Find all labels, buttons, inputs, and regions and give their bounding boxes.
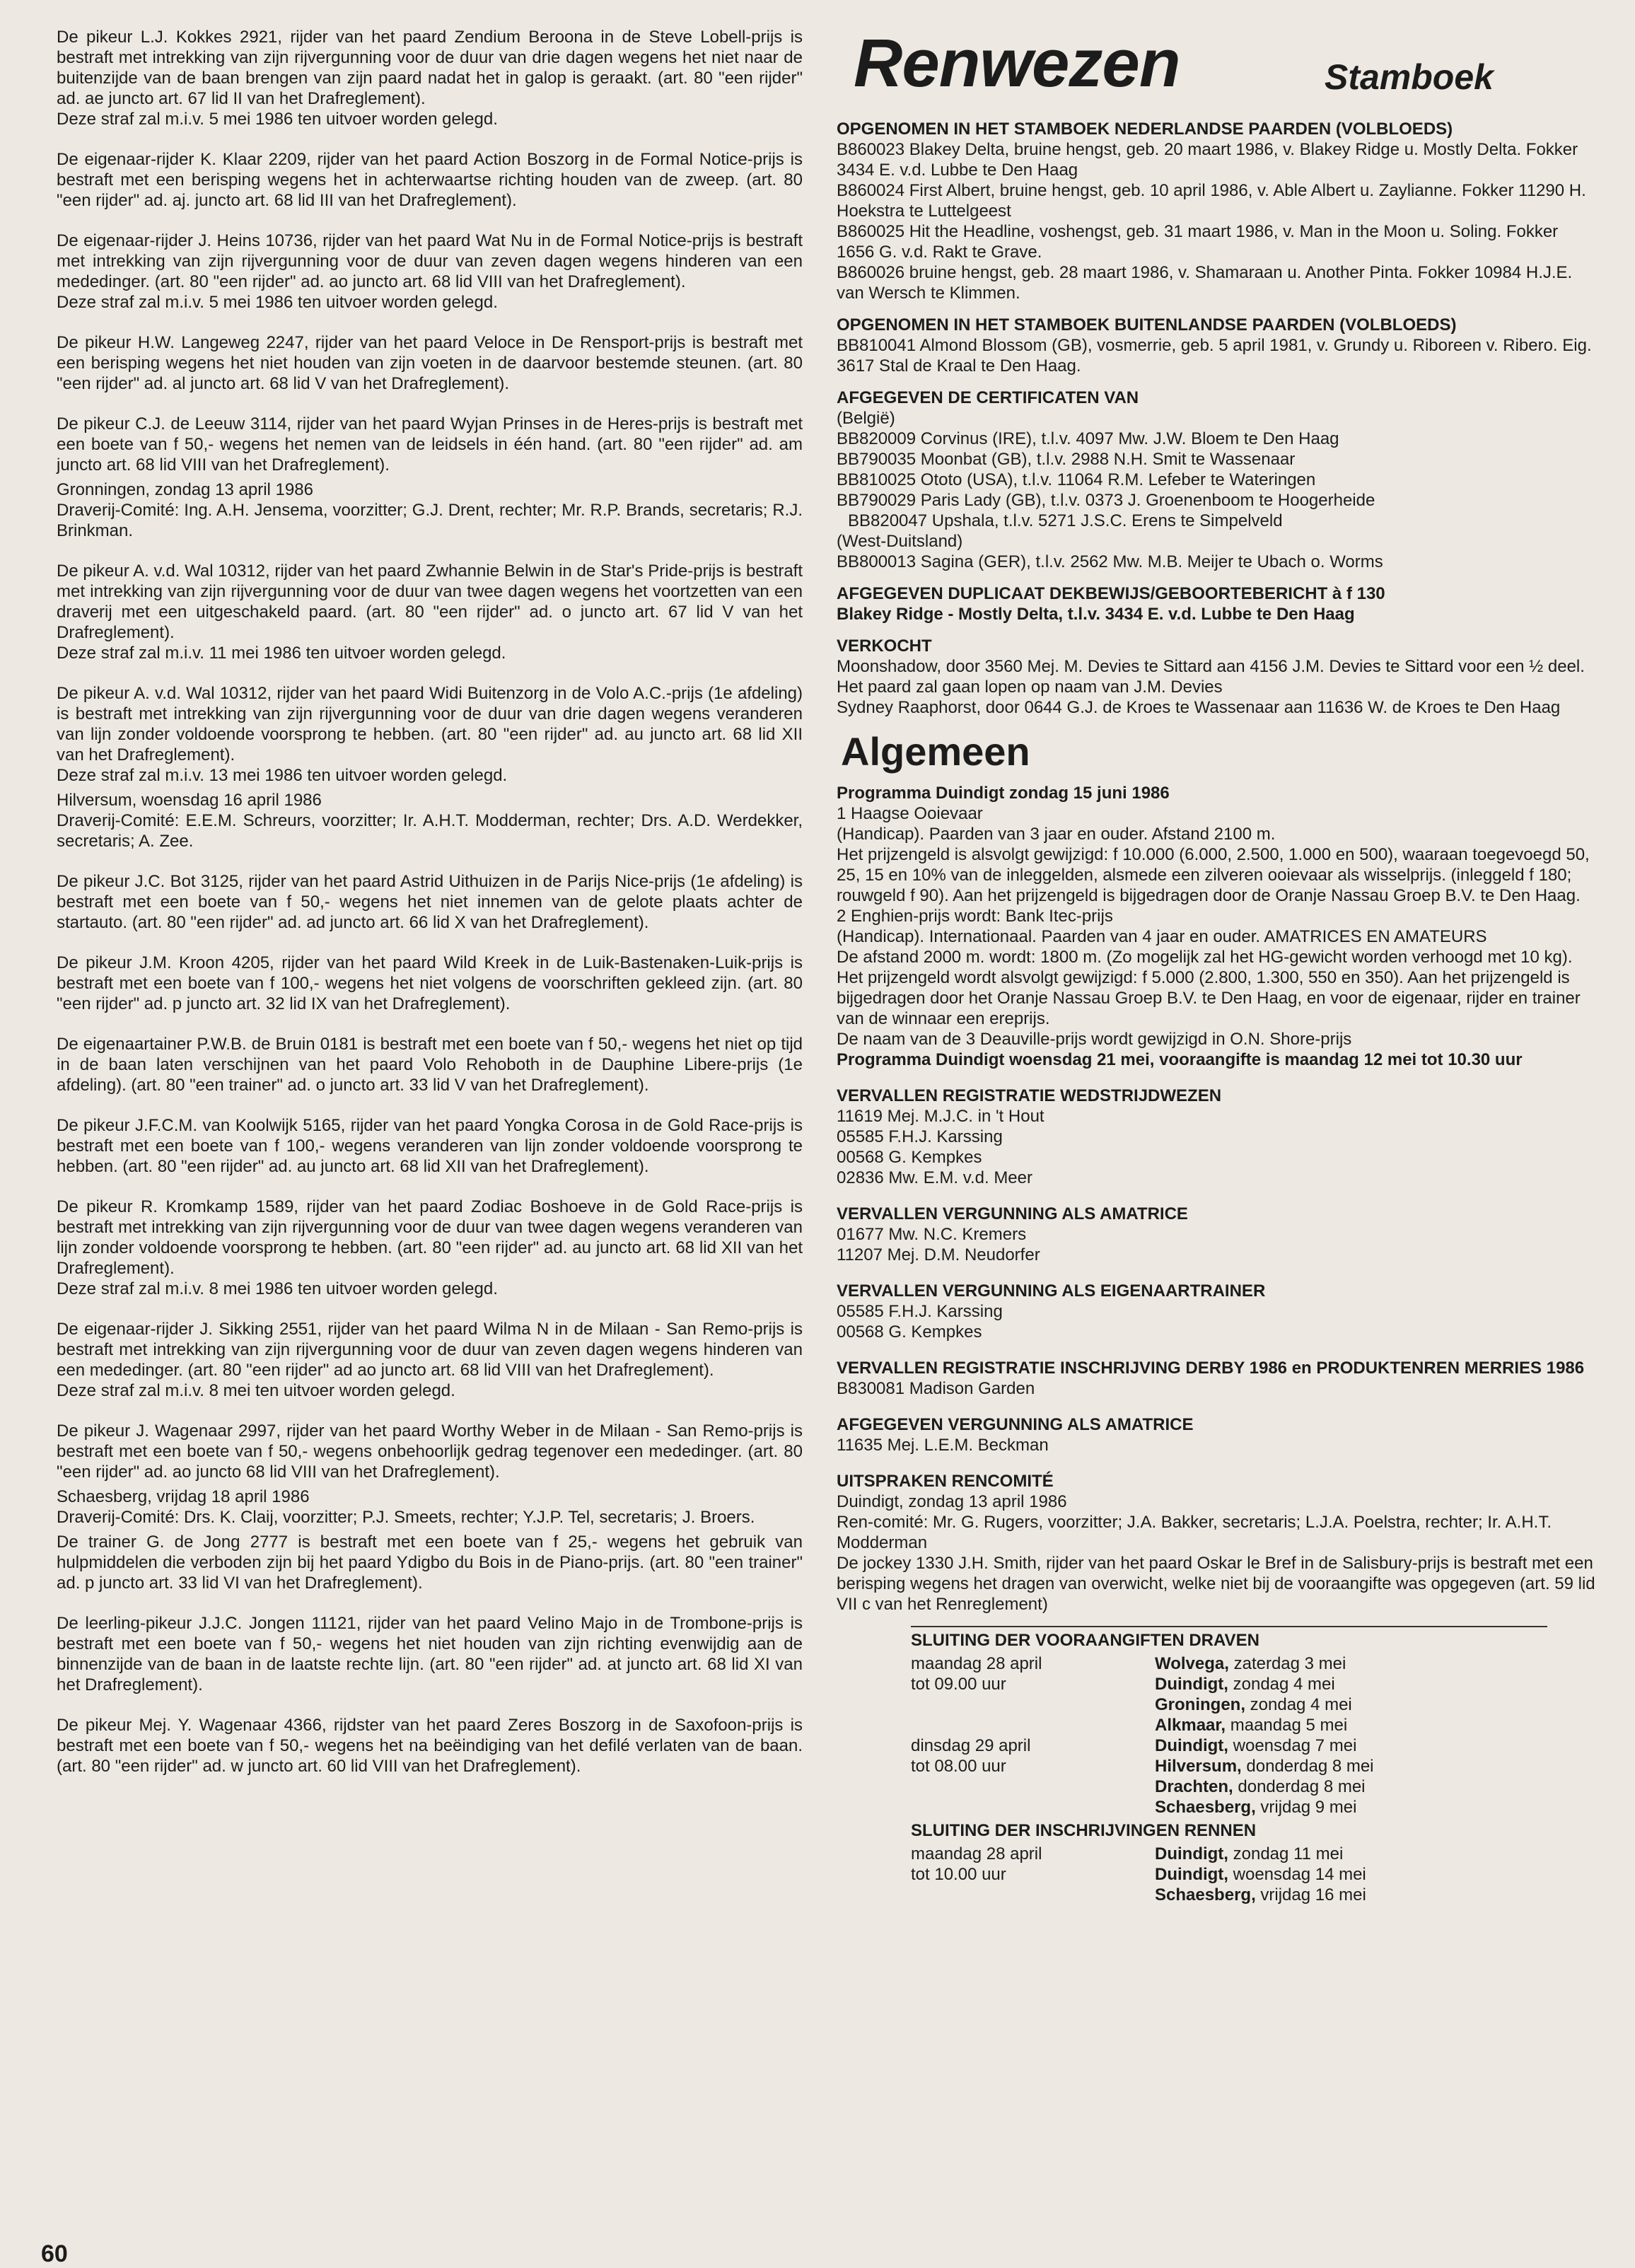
section-line: 01677 Mw. N.C. Kremers	[837, 1225, 1027, 1244]
left-paragraph: De pikeur Mej. Y. Wagenaar 4366, rijdster van het paard Zeres Boszorg in de Saxofoon-prijs is bestraft met een boete van f 50,- wegens het na beëindiging van het defilé verlaten van de baan. (art. 80 "een rijder" ad. w juncto art. 60 lid VIII van het Drafreglement).	[57, 1716, 803, 1776]
sluiting-deadline	[911, 1844, 1155, 1905]
algemeen-sections	[837, 1086, 1597, 1615]
left-paragraph: De eigenaar-rijder J. Heins 10736, rijder van het paard Wat Nu in de Formal Notice-prijs is bestraft met intrekking van zijn rijvergunning voor de duur van zeven dagen wegens hinderen van een mededinger. (art. 80 "een rijder" ad. ao juncto art. 68 lid VIII van het Drafreglement). Deze straf zal m.i.v. 5 mei 1986 ten uitvoer worden gelegd.	[57, 231, 803, 312]
left-paragraph: Gronningen, zondag 13 april 1986 Draverij-Comité: Ing. A.H. Jensema, voorzitter; G.J. Drent, rechter; Mr. R.P. Brands, secretaris; R.J. Brinkman.	[57, 480, 803, 540]
program-line: De afstand 2000 m. wordt: 1800 m. (Zo mogelijk zal het HG-gewicht worden verhoogd met 10 kg).	[837, 948, 1573, 967]
left-paragraph: De pikeur A. v.d. Wal 10312, rijder van het paard Zwhannie Belwin in de Star's Pride-prijs is bestraft met intrekking van zijn rijvergunning voor de duur van twee dagen wegens het voortzetten van een draverij met een uitgeschakeld paard. (art. 80 "een rijder" ad. o juncto art. 67 lid V van het Drafreglement). Deze straf zal m.i.v. 11 mei 1986 ten uitvoer worden gelegd.	[57, 562, 803, 663]
section-line: 11619 Mej. M.J.C. in 't Hout	[837, 1107, 1045, 1126]
sluiting-rennen	[911, 1844, 1547, 1905]
entry-date: woensdag 7 mei	[1228, 1736, 1357, 1755]
section-line: 00568 G. Kempkes	[837, 1148, 982, 1167]
algemeen-section	[837, 1414, 1597, 1455]
sluiting-group	[911, 1844, 1547, 1905]
section-heading: VERVALLEN REGISTRATIE WEDSTRIJDWEZEN	[837, 1086, 1222, 1105]
entry-date: donderdag 8 mei	[1241, 1757, 1374, 1776]
section-heading: AFGEGEVEN DE CERTIFICATEN VAN	[837, 388, 1139, 407]
section-heading: AFGEGEVEN VERGUNNING ALS AMATRICE	[837, 1415, 1194, 1434]
entry-date: zondag 4 mei	[1228, 1675, 1335, 1694]
deadline-line: tot 08.00 uur	[911, 1757, 1006, 1776]
left-paragraph: De pikeur A. v.d. Wal 10312, rijder van het paard Widi Buitenzorg in de Volo A.C.-prijs (1e afdeling) is bestraft met intrekking van zijn rijvergunning voor de duur van drie dagen wegens veranderen van lijn zonder voldoende voorsprong te hebben. (art. 80 "een rijder" ad. au juncto art. 68 lid XII van het Drafreglement). Deze straf zal m.i.v. 13 mei 1986 ten uitvoer worden gelegd.	[57, 684, 803, 785]
algemeen-title: Algemeen	[841, 729, 1030, 774]
program-lines	[837, 803, 1597, 1049]
section-line: Ren-comité: Mr. G. Rugers, voorzitter; J.A. Bakker, secretaris; L.J.A. Poelstra, rechter; Ir. A.H.T. Modderman	[837, 1513, 1552, 1552]
sluiting-draven-title: SLUITING DER VOORAANGIFTEN DRAVEN	[911, 1631, 1259, 1650]
section-line: Moonshadow, door 3560 Mej. M. Devies te Sittard aan 4156 J.M. Devies te Sittard voor een ½ deel. Het paard zal gaan lopen op naam van J.M. Devies	[837, 657, 1585, 697]
entry-date: vrijdag 9 mei	[1255, 1798, 1357, 1817]
stamboek-list	[837, 119, 1597, 718]
left-column	[57, 27, 803, 1796]
program-block	[837, 783, 1597, 1070]
section-line: BB820009 Corvinus (IRE), t.l.v. 4097 Mw. J.W. Bloem te Den Haag	[837, 429, 1339, 448]
left-paragraph: De pikeur H.W. Langeweg 2247, rijder van het paard Veloce in De Rensport-prijs is bestraft met een berisping wegens het niet houden van zijn voeten in de daarvoor bestemde steunen. (art. 80 "een rijder" ad. al juncto art. 68 lid V van het Drafreglement).	[57, 333, 803, 393]
sluiting-entry	[1155, 1735, 1547, 1756]
program-line: (Handicap). Paarden van 3 jaar en ouder. Afstand 2100 m.	[837, 825, 1276, 844]
section-line: BB820047 Upshala, t.l.v. 5271 J.S.C. Erens te Simpelveld	[848, 511, 1283, 530]
section-line: B860025 Hit the Headline, voshengst, geb. 31 maart 1986, v. Man in the Moon u. Soling. Fokker 1656 G. v.d. Rakt te Grave.	[837, 222, 1559, 262]
sluiting-entries	[1155, 1735, 1547, 1818]
sluiting-entries	[1155, 1653, 1547, 1735]
sluiting-group	[911, 1735, 1547, 1818]
section-heading: VERKOCHT	[837, 636, 932, 656]
deadline-line: dinsdag 29 april	[911, 1736, 1031, 1755]
entry-date: donderdag 8 mei	[1233, 1777, 1366, 1796]
left-paragraph: De pikeur L.J. Kokkes 2921, rijder van het paard Zendium Beroona in de Steve Lobell-prijs is bestraft met intrekking van zijn rijvergunning voor de duur van drie dagen wegens het niet naar de buitenzijde van de baan brengen van zijn paard nadat het in galop is geraakt. (art. 80 "een rijder" ad. ae juncto art. 67 lid II van het Drafreglement). Deze straf zal m.i.v. 5 mei 1986 ten uitvoer worden gelegd.	[57, 28, 803, 129]
section-line: (West-Duitsland)	[837, 532, 963, 551]
algemeen-section	[837, 1204, 1597, 1265]
sluiting-deadline	[911, 1653, 1155, 1735]
page-number: 60	[41, 2240, 68, 2267]
section-title: Renwezen	[854, 25, 1180, 101]
left-paragraph: De pikeur C.J. de Leeuw 3114, rijder van het paard Wyjan Prinses in de Heres-prijs is bestraft met een boete van f 50,- wegens het nemen van de leidsels in één hand. (art. 80 "een rijder" ad. am juncto art. 68 lid VIII van het Drafreglement).	[57, 414, 803, 475]
section-heading: OPGENOMEN IN HET STAMBOEK BUITENLANDSE PAARDEN (VOLBLOEDS)	[837, 315, 1457, 335]
section-line: B830081 Madison Garden	[837, 1379, 1035, 1398]
algemeen-section	[837, 1471, 1597, 1615]
section-line: B860024 First Albert, bruine hengst, geb. 10 april 1986, v. Able Albert u. Zaylianne. Fokker 11290 H. Hoekstra te Luttelgeest	[837, 181, 1586, 221]
section-heading: OPGENOMEN IN HET STAMBOEK NEDERLANDSE PAARDEN (VOLBLOEDS)	[837, 120, 1453, 139]
program-line: (Handicap). Internationaal. Paarden van 4 jaar en ouder. AMATRICES EN AMATEURS	[837, 927, 1487, 946]
section-heading: VERVALLEN REGISTRATIE INSCHRIJVING DERBY 1986 en PRODUKTENREN MERRIES 1986	[837, 1359, 1585, 1378]
sluiting-rennen-title: SLUITING DER INSCHRIJVINGEN RENNEN	[911, 1821, 1257, 1840]
section-line: 05585 F.H.J. Karssing	[837, 1127, 1003, 1146]
sluiting-draven	[911, 1653, 1547, 1818]
left-paragraph: De eigenaartainer P.W.B. de Bruin 0181 is bestraft met een boete van f 50,- wegens het niet op tijd in de baan laten verschijnen van het paard Volo Rehoboth in de Dauphine Libere-prijs (1e afdeling). (art. 80 "een trainer" ad. o juncto art. 33 lid V van het Drafreglement).	[57, 1035, 803, 1095]
sluiting-entry	[1155, 1776, 1547, 1797]
program-line: De naam van de 3 Deauville-prijs wordt gewijzigd in O.N. Shore-prijs	[837, 1030, 1352, 1049]
entry-place: Duindigt,	[1155, 1675, 1228, 1694]
entry-place: Wolvega,	[1155, 1654, 1229, 1673]
program-line: 1 Haagse Ooievaar	[837, 804, 983, 823]
section-line: BB810041 Almond Blossom (GB), vosmerrie, geb. 5 april 1981, v. Grundy u. Riboreen v. Ribero. Eig. 3617 Stal de Kraal te Den Haag.	[837, 336, 1592, 376]
section-line: BB790035 Moonbat (GB), t.l.v. 2988 N.H. Smit te Wassenaar	[837, 450, 1296, 469]
section-heading: VERVALLEN VERGUNNING ALS EIGENAARTRAINER	[837, 1281, 1266, 1301]
stamboek-section	[837, 315, 1597, 376]
algemeen-section	[837, 1358, 1597, 1399]
section-line: B860023 Blakey Delta, bruine hengst, geb. 20 maart 1986, v. Blakey Ridge u. Mostly Delta. Fokker 3434 E. v.d. Lubbe te Den Haag	[837, 140, 1578, 180]
section-line: BB800013 Sagina (GER), t.l.v. 2562 Mw. M.B. Meijer te Ubach o. Worms	[837, 552, 1383, 571]
section-line: (België)	[837, 409, 895, 428]
section-line: BB790029 Paris Lady (GB), t.l.v. 0373 J. Groenenboom te Hoogerheide	[837, 491, 1375, 510]
left-paragraph: De pikeur J.M. Kroon 4205, rijder van het paard Wild Kreek in de Luik-Bastenaken-Luik-prijs is bestraft met een boete van f 100,- wegens het niet volgens de voorschriften gekleed zijn. (art. 80 "een rijder" ad. p juncto art. 32 lid IX van het Drafreglement).	[57, 953, 803, 1013]
left-paragraph: De pikeur J.C. Bot 3125, rijder van het paard Astrid Uithuizen in de Parijs Nice-prijs (1e afdeling) is bestraft met een boete van f 50,- wegens het niet innemen van de gelote plaats achter de startauto. (art. 80 "een rijder" ad. ad juncto art. 66 lid X van het Drafreglement).	[57, 872, 803, 932]
sluiting-entry	[1155, 1674, 1547, 1694]
sluiting-entry	[1155, 1844, 1547, 1864]
stamboek-section	[837, 388, 1597, 572]
section-line: Duindigt, zondag 13 april 1986	[837, 1492, 1067, 1511]
program-line: Het prijzengeld is alsvolgt gewijzigd: f 10.000 (6.000, 2.500, 1.000 en 500), waaraan toegevoegd 50, 25, 15 en 10% van de inleggelden, alsmede een zilveren ooievaar als wisselprijs. (inleggeld f 180; rouwgeld f 90). Aan het prijzengeld is bijgedragen door de Oranje Nassau Groep B.V. te Den Haag.	[837, 845, 1590, 905]
entry-place: Alkmaar,	[1155, 1716, 1226, 1735]
algemeen-section	[837, 1086, 1597, 1188]
stamboek-section	[837, 119, 1597, 303]
entry-place: Duindigt,	[1155, 1844, 1228, 1863]
section-line: 11207 Mej. D.M. Neudorfer	[837, 1245, 1040, 1264]
section-line: 00568 G. Kempkes	[837, 1322, 982, 1342]
deadline-line: tot 09.00 uur	[911, 1675, 1006, 1694]
left-paragraph: De pikeur R. Kromkamp 1589, rijder van het paard Zodiac Boshoeve in de Gold Race-prijs is bestraft met intrekking van zijn rijvergunning voor de duur van twee dagen wegens veranderen van lijn zonder voldoende voorsprong te hebben. (art. 80 "een rijder" ad. au juncto art. 68 lid XII van het Drafreglement). Deze straf zal m.i.v. 8 mei 1986 ten uitvoer worden gelegd.	[57, 1197, 803, 1298]
stamboek-section	[837, 636, 1597, 718]
sluiting-box	[911, 1626, 1547, 1905]
right-column	[837, 25, 1597, 1905]
entry-place: Groningen,	[1155, 1695, 1245, 1714]
sluiting-entry	[1155, 1756, 1547, 1776]
sluiting-deadline	[911, 1735, 1155, 1818]
sluiting-entry	[1155, 1864, 1547, 1885]
section-line: 05585 F.H.J. Karssing	[837, 1302, 1003, 1321]
program2: Programma Duindigt woensdag 21 mei, vooraangifte is maandag 12 mei tot 10.30 uur	[837, 1050, 1523, 1069]
left-paragraph: De pikeur J.F.C.M. van Koolwijk 5165, rijder van het paard Yongka Corosa in de Gold Race-prijs is bestraft met een boete van f 100,- wegens veranderen van lijn zonder voldoende voorsprong te hebben. (art. 80 "een rijder" ad. au juncto art. 68 lid XII van het Drafreglement).	[57, 1116, 803, 1176]
section-line: BB810025 Ototo (USA), t.l.v. 11064 R.M. Lefeber te Wateringen	[837, 470, 1316, 489]
entry-date: zondag 11 mei	[1228, 1844, 1344, 1863]
deadline-line: maandag 28 april	[911, 1654, 1042, 1673]
entry-date: zaterdag 3 mei	[1228, 1654, 1346, 1673]
entry-date: maandag 5 mei	[1226, 1716, 1348, 1735]
sluiting-entry	[1155, 1694, 1547, 1715]
section-line: 11635 Mej. L.E.M. Beckman	[837, 1436, 1049, 1455]
section-heading: VERVALLEN VERGUNNING ALS AMATRICE	[837, 1204, 1188, 1223]
entry-place: Drachten,	[1155, 1777, 1233, 1796]
entry-date: woensdag 14 mei	[1228, 1865, 1366, 1884]
section-line: 02836 Mw. E.M. v.d. Meer	[837, 1168, 1032, 1187]
stamboek-section	[837, 583, 1597, 624]
sluiting-entry	[1155, 1653, 1547, 1674]
section-line: B860026 bruine hengst, geb. 28 maart 1986, v. Shamaraan u. Another Pinta. Fokker 10984 H.J.E. van Wersch te Klimmen.	[837, 263, 1573, 303]
section-heading: AFGEGEVEN DUPLICAAT DEKBEWIJS/GEBOORTEBERICHT à f 130	[837, 584, 1385, 603]
sluiting-entry	[1155, 1715, 1547, 1735]
sluiting-entries	[1155, 1844, 1547, 1905]
left-paragraph: De eigenaar-rijder J. Sikking 2551, rijder van het paard Wilma N in de Milaan - San Remo-prijs is bestraft met intrekking van zijn rijvergunning voor de duur van zeven dagen wegens hinderen van een mededinger. (art. 80 "een rijder" ad ao juncto art. 68 lid VIII van het Drafreglement). Deze straf zal m.i.v. 8 mei ten uitvoer worden gelegd.	[57, 1320, 803, 1400]
entry-place: Duindigt,	[1155, 1736, 1228, 1755]
sluiting-group	[911, 1653, 1547, 1735]
left-paragraph: De pikeur J. Wagenaar 2997, rijder van het paard Worthy Weber in de Milaan - San Remo-prijs is bestraft met een boete van f 50,- wegens onbehoorlijk gedrag tegenover een mededinger. (art. 80 "een rijder" ad. ao juncto 68 lid VIII van het Drafreglement).	[57, 1421, 803, 1482]
section-heading: UITSPRAKEN RENCOMITÉ	[837, 1472, 1054, 1491]
sluiting-entry	[1155, 1797, 1547, 1818]
deadline-line: tot 10.00 uur	[911, 1865, 1006, 1884]
left-paragraph: Hilversum, woensdag 16 april 1986 Draverij-Comité: E.E.M. Schreurs, voorzitter; Ir. A.H.T. Modderman, rechter; Drs. A.D. Werdekker, secretaris; A. Zee.	[57, 791, 803, 851]
entry-place: Hilversum,	[1155, 1757, 1242, 1776]
entry-place: Schaesberg,	[1155, 1798, 1256, 1817]
left-paragraph: De trainer G. de Jong 2777 is bestraft met een boete van f 25,- wegens het gebruik van hulpmiddelen die verboden zijn bij het paard Ydigbo du Bois in de Piano-prijs. (art. 80 "een trainer" ad. p juncto art. 33 lid VI van het Drafreglement).	[57, 1533, 803, 1593]
deadline-line: maandag 28 april	[911, 1844, 1042, 1863]
left-paragraph: De eigenaar-rijder K. Klaar 2209, rijder van het paard Action Boszorg in de Formal Notice-prijs is bestraft met een berisping wegens het in achterwaartse richting houden van de zweep. (art. 80 "een rijder" ad. aj. juncto art. 68 lid III van het Drafreglement).	[57, 150, 803, 210]
algemeen-section	[837, 1281, 1597, 1342]
section-line: De jockey 1330 J.H. Smith, rijder van het paard Oskar le Bref in de Salisbury-prijs is bestraft met een berisping wegens het dragen van overwicht, welke niet bij de vooraangifte was opgegeven (art. 59 lid VII c van het Renreglement)	[837, 1554, 1595, 1614]
entry-place: Duindigt,	[1155, 1865, 1228, 1884]
sluiting-entry	[1155, 1885, 1547, 1905]
entry-date: zondag 4 mei	[1245, 1695, 1352, 1714]
left-paragraph: Schaesberg, vrijdag 18 april 1986 Draverij-Comité: Drs. K. Claij, voorzitter; P.J. Smeets, rechter; Y.J.P. Tel, secretaris; J. Broers.	[57, 1487, 755, 1527]
program-line: Het prijzengeld wordt alsvolgt gewijzigd: f 5.000 (2.800, 1.300, 550 en 350). Aan het prijzengeld is bijgedragen door het Oranje Nassau Groep B.V. te Den Haag, en voor de eigenaar, rijder en trainer van de winnaar een ereprijs.	[837, 968, 1581, 1028]
entry-date: vrijdag 16 mei	[1255, 1885, 1366, 1904]
program-heading: Programma Duindigt zondag 15 juni 1986	[837, 784, 1170, 803]
program-line: 2 Enghien-prijs wordt: Bank Itec-prijs	[837, 907, 1113, 926]
left-paragraph: De leerling-pikeur J.J.C. Jongen 11121, rijder van het paard Velino Majo in de Trombone-prijs is bestraft met een boete van f 50,- wegens het niet houden van zijn richting evenwijdig aan de binnenzijde van de baan in de laatste rechte lijn. (art. 80 "een rijder" ad. at juncto art. 68 lid XI van het Drafreglement).	[57, 1614, 803, 1694]
section-bold-line: Blakey Ridge - Mostly Delta, t.l.v. 3434 E. v.d. Lubbe te Den Haag	[837, 605, 1355, 624]
section-header	[837, 25, 1597, 106]
entry-place: Schaesberg,	[1155, 1885, 1256, 1904]
section-line: Sydney Raaphorst, door 0644 G.J. de Kroes te Wassenaar aan 11636 W. de Kroes te Den Haag	[837, 698, 1561, 717]
section-subtitle: Stamboek	[1325, 57, 1494, 97]
